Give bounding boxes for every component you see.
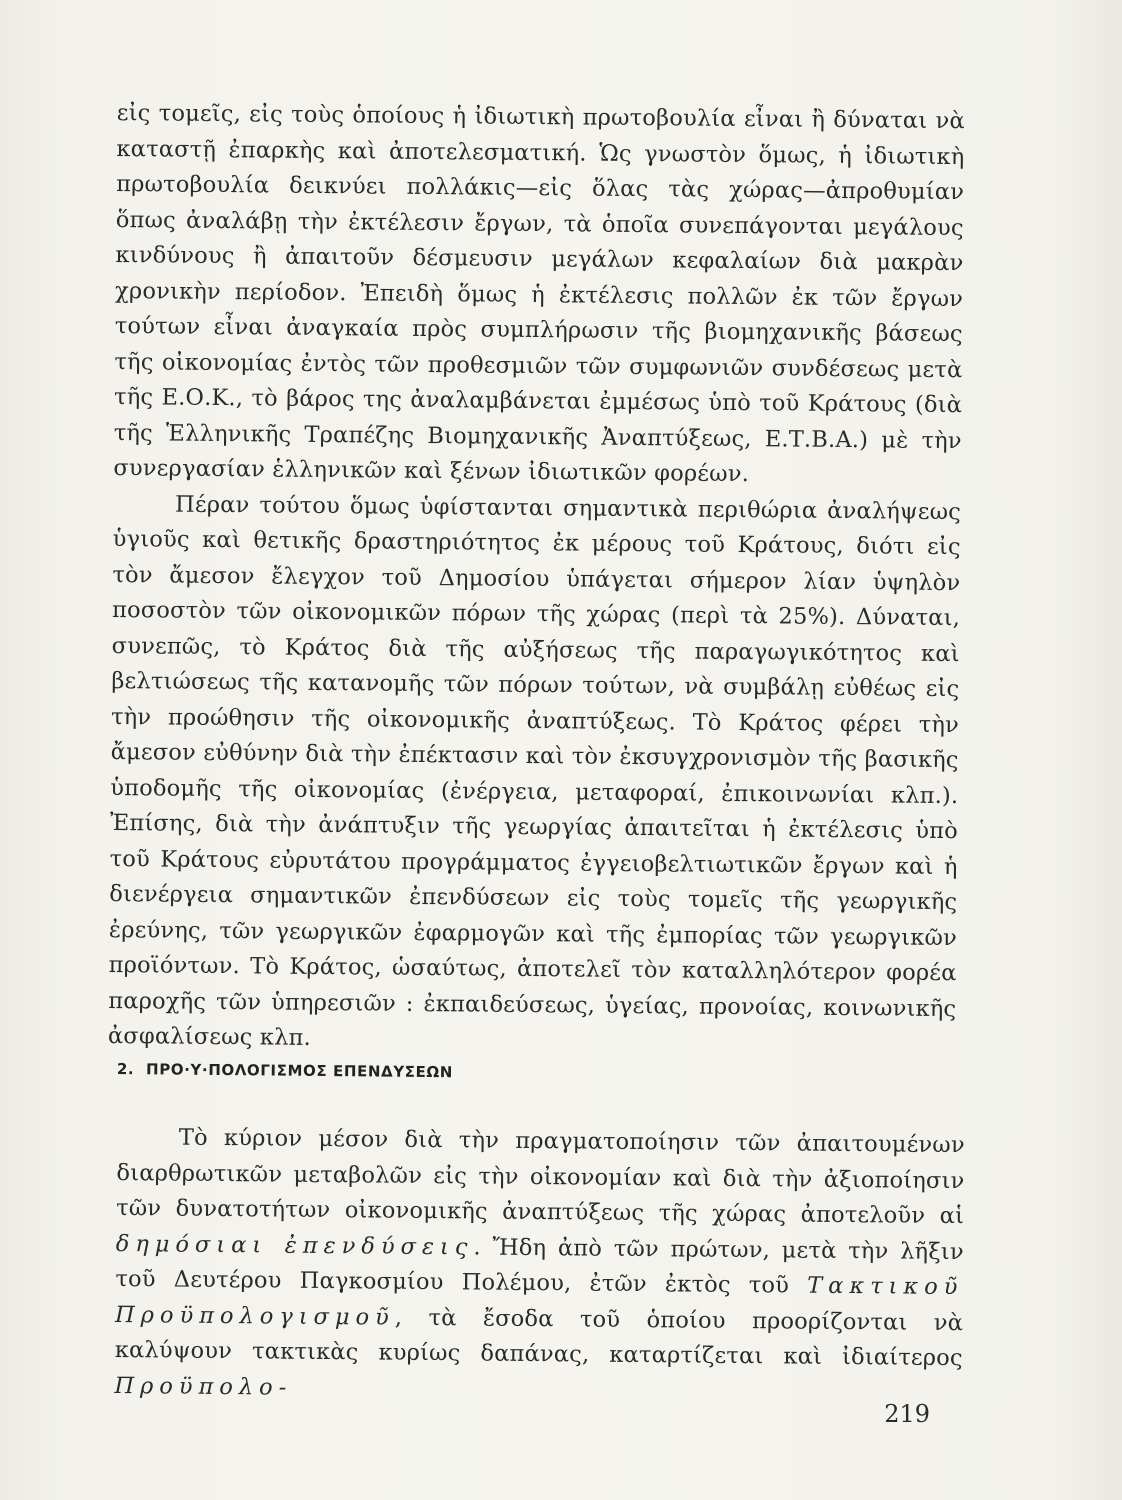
paragraph-public-investments [114, 1120, 965, 1412]
paragraph-part-1: Τὸ κύριον μέσον διὰ τὴν πραγματοποίησιν τῶν ἀπαιτουμένων διαρθρωτικῶν μεταβολῶν εἰς τὴν οἰκονομίαν καὶ διὰ τὴν ἀξιοποίησιν τῶν δυνατοτήτων οἰκονομικῆς ἀναπτύξεως τῆς χώρας ἀποτελοῦν αἱ [116, 1124, 965, 1230]
body-text-upper [108, 96, 965, 1063]
section-heading [117, 1060, 453, 1081]
emphasis-regular-budget: Τακτικοῦ Προϋπολογισμοῦ [115, 1272, 964, 1331]
emphasis-public-investments: δημόσιαι ἐπενδύσεις [115, 1230, 474, 1260]
body-text-lower [114, 1120, 965, 1412]
paragraph-part-2: . Ἤδη ἀπὸ τῶν πρώτων, μετὰ τὴν λῆξιν τοῦ Δευτέρου Παγκοσμίου Πολέμου, ἐτῶν ἐκτὸς τοῦ [115, 1233, 964, 1299]
paragraph-continuation: εἰς τομεῖς, εἰς τοὺς ὁποίους ἡ ἰδιωτικὴ πρωτοβουλία εἶναι ἢ δύναται νὰ καταστῇ ἐπαρκὴς καὶ ἀποτελεσματική. Ὡς γνωστὸν ὅμως, ἡ ἰδιωτικὴ πρωτοβουλία δεικνύει πολλάκις—εἰς ὅλας τὰς χώρας—ἀπροθυμίαν ὅπως ἀναλάβῃ τὴν ἐκτέλεσιν ἔργων, τὰ ὁποῖα συνεπάγονται μεγάλους κινδύνους ἢ ἀπαιτοῦν δέσμευσιν μεγάλων κεφαλαίων διὰ μακρὰν χρονικὴν περίοδον. Ἐπειδὴ ὅμως ἡ ἐκτέλεσις πολλῶν ἐκ τῶν ἔργων τούτων εἶναι ἀναγκαία πρὸς συμπλήρωσιν τῆς βιομηχανικῆς βάσεως τῆς οἰκονομίας ἐντὸς τῶν προθεσμιῶν τῶν συμφωνιῶν συνδέσεως μετὰ τῆς Ε.Ο.Κ., τὸ βάρος της ἀναλαμβάνεται ἐμμέσως ὑπὸ τοῦ Κράτους (διὰ τῆς Ἑλληνικῆς Τραπέζης Βιομηχανικῆς Ἀναπτύξεως, Ε.Τ.Β.Α.) μὲ τὴν συνεργασίαν ἑλληνικῶν καὶ ξένων ἰδιωτικῶν φορέων. [113, 99, 965, 488]
page-number: 219 [884, 1400, 930, 1428]
paragraph-state-role: Πέραν τούτου ὅμως ὑφίστανται σημαντικὰ περιθώρια ἀναλήψεως ὑγιοῦς καὶ θετικῆς δραστηριότητος ἐκ μέρους τοῦ Κράτους, διότι εἰς τὸν ἄμεσον ἔλεγχον τοῦ Δημοσίου ὑπάγεται σήμερον λίαν ὑψηλὸν ποσοστὸν τῶν οἰκονομικῶν πόρων τῆς χώρας (περὶ τὰ 25%). Δύναται, συνεπῶς, τὸ Κράτος διὰ τῆς αὐξήσεως τῆς παραγωγικότητος καὶ βελτιώσεως τῆς κατανομῆς τῶν πόρων τούτων, νὰ συμβάλῃ εὐθέως εἰς τὴν προώθησιν τῆς οἰκονομικῆς ἀναπτύξεως. Τὸ Κράτος φέρει τὴν ἄμεσον εὐθύνην διὰ τὴν ἐπέκτασιν καὶ τὸν ἐκσυγχρονισμὸν τῆς βασικῆς ὑποδομῆς τῆς οἰκονομίας (ἐνέργεια, μεταφοραί, ἐπικοινωνίαι κλπ.). Ἐπίσης, διὰ τὴν ἀνάπτυξιν τῆς γεωργίας ἀπαιτεῖται ἡ ἐκτέλεσις ὑπὸ τοῦ Κράτους εὐρυτάτου προγράμματος ἐγγειοβελτιωτικῶν ἔργων καὶ ἡ διενέργεια σημαντικῶν ἐπενδύσεων εἰς τοὺς τομεῖς τῆς γεωργικῆς ἐρεύνης, τῶν γεωργικῶν ἐφαρμογῶν καὶ τῆς ἐμπορίας τῶν γεωργικῶν προϊόντων. Τὸ Κράτος, ὡσαύτως, ἀποτελεῖ τὸν καταλληλότερον φορέα παροχῆς τῶν ὑπηρεσιῶν : ἐκπαιδεύσεως, ὑγείας, προνοίας, κοινωνικῆς ἀσφαλίσεως κλπ. [107, 491, 962, 1051]
section-number: 2. [116, 1060, 135, 1079]
paragraph-part-3: , τὰ ἔσοδα τοῦ ὁποίου προορίζονται νὰ καλύψουν τακτικὰς κυρίως δαπάνας, καταρτίζεται καὶ ἰδιαίτερος [114, 1304, 964, 1372]
emphasis-budget-continued: Προϋπολο- [114, 1372, 293, 1401]
section-title: ΠΡΟ·Υ·ΠΟΛΟΓΙΣΜΟΣ ΕΠΕΝΔΥΣΕΩΝ [145, 1060, 453, 1082]
